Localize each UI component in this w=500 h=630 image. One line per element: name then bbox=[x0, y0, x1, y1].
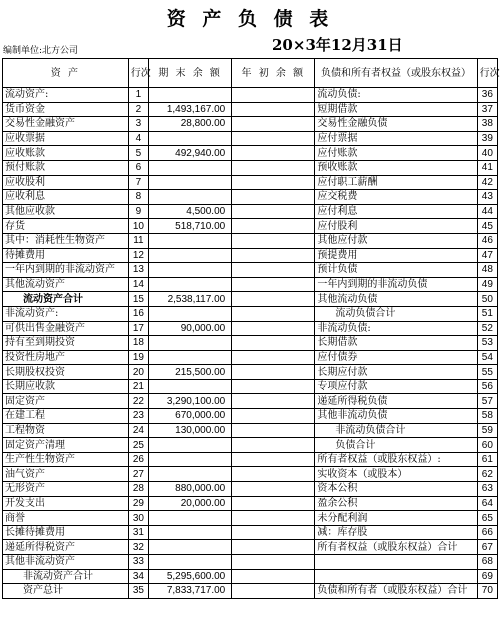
asset-end-balance: 4,500.00 bbox=[149, 204, 232, 219]
asset-begin-balance bbox=[232, 248, 315, 263]
asset-line-no: 22 bbox=[128, 394, 148, 409]
liability-line-no: 39 bbox=[477, 131, 497, 146]
liability-item bbox=[315, 569, 477, 584]
table-row bbox=[3, 102, 498, 117]
liability-line-no: 69 bbox=[477, 569, 497, 584]
asset-line-no: 10 bbox=[128, 219, 148, 234]
asset-begin-balance bbox=[232, 117, 315, 132]
liability-line-no: 48 bbox=[477, 263, 497, 278]
asset-begin-balance bbox=[232, 452, 315, 467]
asset-line-no: 4 bbox=[128, 131, 148, 146]
asset-end-balance: 90,000.00 bbox=[149, 321, 232, 336]
asset-begin-balance bbox=[232, 584, 315, 599]
asset-item: 流动资产合计 bbox=[3, 292, 129, 307]
liability-line-no: 38 bbox=[477, 117, 497, 132]
asset-end-balance: 7,833,717.00 bbox=[149, 584, 232, 599]
asset-end-balance bbox=[149, 190, 232, 205]
col-header-line-right: 行次 bbox=[477, 59, 497, 88]
liability-item: 实收资本（或股本） bbox=[315, 467, 477, 482]
liability-line-no: 47 bbox=[477, 248, 497, 263]
asset-end-balance bbox=[149, 438, 232, 453]
asset-item: 应收股利 bbox=[3, 175, 129, 190]
asset-item: 固定资产清理 bbox=[3, 438, 129, 453]
asset-end-balance: 880,000.00 bbox=[149, 482, 232, 497]
asset-begin-balance bbox=[232, 555, 315, 570]
liability-line-no: 50 bbox=[477, 292, 497, 307]
liability-line-no: 61 bbox=[477, 452, 497, 467]
asset-begin-balance bbox=[232, 482, 315, 497]
liability-line-no: 53 bbox=[477, 336, 497, 351]
asset-end-balance bbox=[149, 467, 232, 482]
asset-line-no: 1 bbox=[128, 88, 148, 103]
liability-item: 应付利息 bbox=[315, 204, 477, 219]
asset-begin-balance bbox=[232, 131, 315, 146]
asset-end-balance: 1,493,167.00 bbox=[149, 102, 232, 117]
asset-item: 其中：消耗性生物资产 bbox=[3, 233, 129, 248]
liability-line-no: 59 bbox=[477, 423, 497, 438]
liability-item: 负债和所有者（或股东权益）合计 bbox=[315, 584, 477, 599]
asset-item: 流动资产: bbox=[3, 88, 129, 103]
asset-line-no: 21 bbox=[128, 379, 148, 394]
asset-item: 非流动资产合计 bbox=[3, 569, 129, 584]
asset-begin-balance bbox=[232, 233, 315, 248]
liability-line-no: 36 bbox=[477, 88, 497, 103]
asset-item: 持有至到期投资 bbox=[3, 336, 129, 351]
table-row bbox=[3, 496, 498, 511]
asset-line-no: 12 bbox=[128, 248, 148, 263]
liability-item: 短期借款 bbox=[315, 102, 477, 117]
asset-begin-balance bbox=[232, 409, 315, 424]
asset-item: 交易性金融资产 bbox=[3, 117, 129, 132]
asset-item: 存货 bbox=[3, 219, 129, 234]
table-row bbox=[3, 263, 498, 278]
asset-end-balance: 28,800.00 bbox=[149, 117, 232, 132]
asset-line-no: 11 bbox=[128, 233, 148, 248]
asset-end-balance: 2,538,117.00 bbox=[149, 292, 232, 307]
asset-line-no: 24 bbox=[128, 423, 148, 438]
asset-begin-balance bbox=[232, 365, 315, 380]
liability-line-no: 66 bbox=[477, 525, 497, 540]
asset-item: 待摊费用 bbox=[3, 248, 129, 263]
asset-end-balance: 215,500.00 bbox=[149, 365, 232, 380]
asset-line-no: 8 bbox=[128, 190, 148, 205]
asset-end-balance: 670,000.00 bbox=[149, 409, 232, 424]
asset-begin-balance bbox=[232, 306, 315, 321]
table-body bbox=[3, 88, 498, 599]
asset-begin-balance bbox=[232, 394, 315, 409]
liability-item: 所有者权益（或股东权益）合计 bbox=[315, 540, 477, 555]
table-row bbox=[3, 175, 498, 190]
liability-item: 交易性金融负债 bbox=[315, 117, 477, 132]
asset-item: 货币资金 bbox=[3, 102, 129, 117]
liability-line-no: 65 bbox=[477, 511, 497, 526]
liability-line-no: 68 bbox=[477, 555, 497, 570]
liability-item: 递延所得税负债 bbox=[315, 394, 477, 409]
asset-line-no: 25 bbox=[128, 438, 148, 453]
liability-line-no: 49 bbox=[477, 277, 497, 292]
liability-line-no: 54 bbox=[477, 350, 497, 365]
asset-end-balance bbox=[149, 350, 232, 365]
asset-end-balance: 20,000.00 bbox=[149, 496, 232, 511]
asset-line-no: 35 bbox=[128, 584, 148, 599]
asset-line-no: 20 bbox=[128, 365, 148, 380]
asset-end-balance bbox=[149, 540, 232, 555]
asset-item: 长期股权投资 bbox=[3, 365, 129, 380]
asset-item: 递延所得税资产 bbox=[3, 540, 129, 555]
liability-line-no: 70 bbox=[477, 584, 497, 599]
asset-begin-balance bbox=[232, 263, 315, 278]
liability-line-no: 43 bbox=[477, 190, 497, 205]
table-row bbox=[3, 540, 498, 555]
liability-item: 预计负债 bbox=[315, 263, 477, 278]
table-row bbox=[3, 555, 498, 570]
liability-line-no: 45 bbox=[477, 219, 497, 234]
asset-line-no: 27 bbox=[128, 467, 148, 482]
asset-line-no: 34 bbox=[128, 569, 148, 584]
asset-end-balance bbox=[149, 525, 232, 540]
asset-item: 资产总计 bbox=[3, 584, 129, 599]
asset-begin-balance bbox=[232, 277, 315, 292]
liability-line-no: 51 bbox=[477, 306, 497, 321]
asset-line-no: 29 bbox=[128, 496, 148, 511]
asset-begin-balance bbox=[232, 525, 315, 540]
asset-line-no: 19 bbox=[128, 350, 148, 365]
liability-item: 应付账款 bbox=[315, 146, 477, 161]
table-row bbox=[3, 525, 498, 540]
asset-end-balance: 492,940.00 bbox=[149, 146, 232, 161]
liability-item: 非流动负债: bbox=[315, 321, 477, 336]
asset-item: 工程物资 bbox=[3, 423, 129, 438]
asset-line-no: 15 bbox=[128, 292, 148, 307]
asset-begin-balance bbox=[232, 204, 315, 219]
table-row bbox=[3, 350, 498, 365]
asset-end-balance bbox=[149, 511, 232, 526]
table-row bbox=[3, 423, 498, 438]
asset-end-balance: 130,000.00 bbox=[149, 423, 232, 438]
liability-line-no: 58 bbox=[477, 409, 497, 424]
asset-item: 商誉 bbox=[3, 511, 129, 526]
asset-item: 长期应收款 bbox=[3, 379, 129, 394]
asset-end-balance bbox=[149, 336, 232, 351]
asset-line-no: 31 bbox=[128, 525, 148, 540]
asset-begin-balance bbox=[232, 102, 315, 117]
liability-item bbox=[315, 555, 477, 570]
table-row bbox=[3, 146, 498, 161]
asset-line-no: 2 bbox=[128, 102, 148, 117]
asset-end-balance bbox=[149, 175, 232, 190]
asset-item: 在建工程 bbox=[3, 409, 129, 424]
col-header-line: 行次 bbox=[128, 59, 148, 88]
asset-end-balance: 518,710.00 bbox=[149, 219, 232, 234]
liability-item: 所有者权益（或股东权益）: bbox=[315, 452, 477, 467]
liability-item: 应付票据 bbox=[315, 131, 477, 146]
table-row bbox=[3, 88, 498, 103]
liability-item: 其他流动负债 bbox=[315, 292, 477, 307]
col-header-asset: 资 产 bbox=[3, 59, 129, 88]
table-row bbox=[3, 482, 498, 497]
asset-item: 应收票据 bbox=[3, 131, 129, 146]
table-row bbox=[3, 467, 498, 482]
asset-line-no: 13 bbox=[128, 263, 148, 278]
asset-begin-balance bbox=[232, 336, 315, 351]
asset-begin-balance bbox=[232, 423, 315, 438]
table-row bbox=[3, 277, 498, 292]
asset-end-balance bbox=[149, 131, 232, 146]
table-row bbox=[3, 160, 498, 175]
asset-end-balance bbox=[149, 306, 232, 321]
asset-end-balance bbox=[149, 555, 232, 570]
table-row bbox=[3, 292, 498, 307]
asset-item: 一年内到期的非流动资产 bbox=[3, 263, 129, 278]
asset-line-no: 32 bbox=[128, 540, 148, 555]
reporting-entity: 编制单位:北方公司 bbox=[3, 46, 79, 56]
liability-item: 盈余公积 bbox=[315, 496, 477, 511]
asset-end-balance bbox=[149, 379, 232, 394]
liability-line-no: 63 bbox=[477, 482, 497, 497]
liability-item: 减：库存股 bbox=[315, 525, 477, 540]
asset-begin-balance bbox=[232, 321, 315, 336]
asset-begin-balance bbox=[232, 190, 315, 205]
table-row bbox=[3, 204, 498, 219]
asset-end-balance bbox=[149, 88, 232, 103]
asset-begin-balance bbox=[232, 569, 315, 584]
asset-item: 非流动资产: bbox=[3, 306, 129, 321]
table-row bbox=[3, 452, 498, 467]
liability-line-no: 42 bbox=[477, 175, 497, 190]
asset-item: 应收账款 bbox=[3, 146, 129, 161]
liability-line-no: 64 bbox=[477, 496, 497, 511]
asset-end-balance: 5,295,600.00 bbox=[149, 569, 232, 584]
table-row bbox=[3, 365, 498, 380]
asset-line-no: 14 bbox=[128, 277, 148, 292]
liability-item: 预收账款 bbox=[315, 160, 477, 175]
table-row bbox=[3, 584, 498, 599]
asset-item: 其他非流动资产 bbox=[3, 555, 129, 570]
asset-item: 其他应收款 bbox=[3, 204, 129, 219]
liability-item: 应付职工薪酬 bbox=[315, 175, 477, 190]
liability-item: 应付股利 bbox=[315, 219, 477, 234]
liability-item: 专项应付款 bbox=[315, 379, 477, 394]
col-header-end-balance: 期 末 余 额 bbox=[149, 59, 232, 88]
asset-begin-balance bbox=[232, 88, 315, 103]
liability-line-no: 62 bbox=[477, 467, 497, 482]
liability-line-no: 41 bbox=[477, 160, 497, 175]
table-row bbox=[3, 438, 498, 453]
asset-begin-balance bbox=[232, 175, 315, 190]
col-header-liability: 负债和所有者权益（或股东权益） bbox=[315, 59, 477, 88]
liability-item: 长期借款 bbox=[315, 336, 477, 351]
asset-begin-balance bbox=[232, 146, 315, 161]
table-row bbox=[3, 306, 498, 321]
asset-item: 无形资产 bbox=[3, 482, 129, 497]
asset-line-no: 16 bbox=[128, 306, 148, 321]
liability-item: 流动负债: bbox=[315, 88, 477, 103]
asset-end-balance bbox=[149, 452, 232, 467]
table-row bbox=[3, 219, 498, 234]
asset-item: 其他流动资产 bbox=[3, 277, 129, 292]
asset-begin-balance bbox=[232, 438, 315, 453]
asset-item: 油气资产 bbox=[3, 467, 129, 482]
liability-item: 负债合计 bbox=[315, 438, 477, 453]
table-row bbox=[3, 131, 498, 146]
liability-item: 资本公积 bbox=[315, 482, 477, 497]
liability-line-no: 55 bbox=[477, 365, 497, 380]
liability-line-no: 37 bbox=[477, 102, 497, 117]
asset-line-no: 23 bbox=[128, 409, 148, 424]
col-header-begin-balance: 年 初 余 额 bbox=[232, 59, 315, 88]
liability-item: 应交税费 bbox=[315, 190, 477, 205]
asset-begin-balance bbox=[232, 467, 315, 482]
table-row bbox=[3, 233, 498, 248]
asset-end-balance bbox=[149, 277, 232, 292]
liability-item: 预提费用 bbox=[315, 248, 477, 263]
report-title: 资 产 负 债 表 bbox=[166, 8, 334, 30]
liability-line-no: 60 bbox=[477, 438, 497, 453]
liability-line-no: 46 bbox=[477, 233, 497, 248]
asset-item: 可供出售金融资产 bbox=[3, 321, 129, 336]
table-row bbox=[3, 190, 498, 205]
liability-line-no: 56 bbox=[477, 379, 497, 394]
asset-end-balance bbox=[149, 160, 232, 175]
asset-item: 生产性生物资产 bbox=[3, 452, 129, 467]
asset-line-no: 6 bbox=[128, 160, 148, 175]
asset-line-no: 28 bbox=[128, 482, 148, 497]
liability-line-no: 52 bbox=[477, 321, 497, 336]
asset-item: 投资性房地产 bbox=[3, 350, 129, 365]
balance-sheet-table bbox=[2, 58, 498, 599]
asset-line-no: 18 bbox=[128, 336, 148, 351]
asset-end-balance: 3,290,100.00 bbox=[149, 394, 232, 409]
table-row bbox=[3, 409, 498, 424]
liability-item: 一年内到期的非流动负债 bbox=[315, 277, 477, 292]
liability-item: 应付债券 bbox=[315, 350, 477, 365]
asset-item: 开发支出 bbox=[3, 496, 129, 511]
table-row bbox=[3, 569, 498, 584]
asset-begin-balance bbox=[232, 379, 315, 394]
table-row bbox=[3, 336, 498, 351]
asset-line-no: 3 bbox=[128, 117, 148, 132]
asset-line-no: 9 bbox=[128, 204, 148, 219]
asset-item: 长摊待摊费用 bbox=[3, 525, 129, 540]
asset-begin-balance bbox=[232, 350, 315, 365]
asset-item: 应收利息 bbox=[3, 190, 129, 205]
asset-end-balance bbox=[149, 248, 232, 263]
asset-line-no: 7 bbox=[128, 175, 148, 190]
liability-item: 非流动负债合计 bbox=[315, 423, 477, 438]
asset-begin-balance bbox=[232, 160, 315, 175]
asset-end-balance bbox=[149, 233, 232, 248]
asset-line-no: 30 bbox=[128, 511, 148, 526]
liability-item: 其他非流动负债 bbox=[315, 409, 477, 424]
asset-line-no: 17 bbox=[128, 321, 148, 336]
asset-line-no: 5 bbox=[128, 146, 148, 161]
table-row bbox=[3, 379, 498, 394]
liability-line-no: 40 bbox=[477, 146, 497, 161]
liability-item: 长期应付款 bbox=[315, 365, 477, 380]
liability-line-no: 44 bbox=[477, 204, 497, 219]
asset-item: 固定资产 bbox=[3, 394, 129, 409]
table-row bbox=[3, 117, 498, 132]
asset-begin-balance bbox=[232, 511, 315, 526]
liability-item: 流动负债合计 bbox=[315, 306, 477, 321]
liability-line-no: 57 bbox=[477, 394, 497, 409]
asset-item: 预付账款 bbox=[3, 160, 129, 175]
table-row bbox=[3, 511, 498, 526]
asset-begin-balance bbox=[232, 219, 315, 234]
table-row bbox=[3, 248, 498, 263]
asset-end-balance bbox=[149, 263, 232, 278]
asset-begin-balance bbox=[232, 292, 315, 307]
asset-line-no: 33 bbox=[128, 555, 148, 570]
asset-begin-balance bbox=[232, 496, 315, 511]
table-header-row bbox=[3, 59, 498, 88]
liability-item: 未分配利润 bbox=[315, 511, 477, 526]
table-row bbox=[3, 321, 498, 336]
liability-line-no: 67 bbox=[477, 540, 497, 555]
asset-line-no: 26 bbox=[128, 452, 148, 467]
liability-item: 其他应付款 bbox=[315, 233, 477, 248]
table-row bbox=[3, 394, 498, 409]
report-date: 20×3年12月31日 bbox=[272, 36, 403, 54]
asset-begin-balance bbox=[232, 540, 315, 555]
